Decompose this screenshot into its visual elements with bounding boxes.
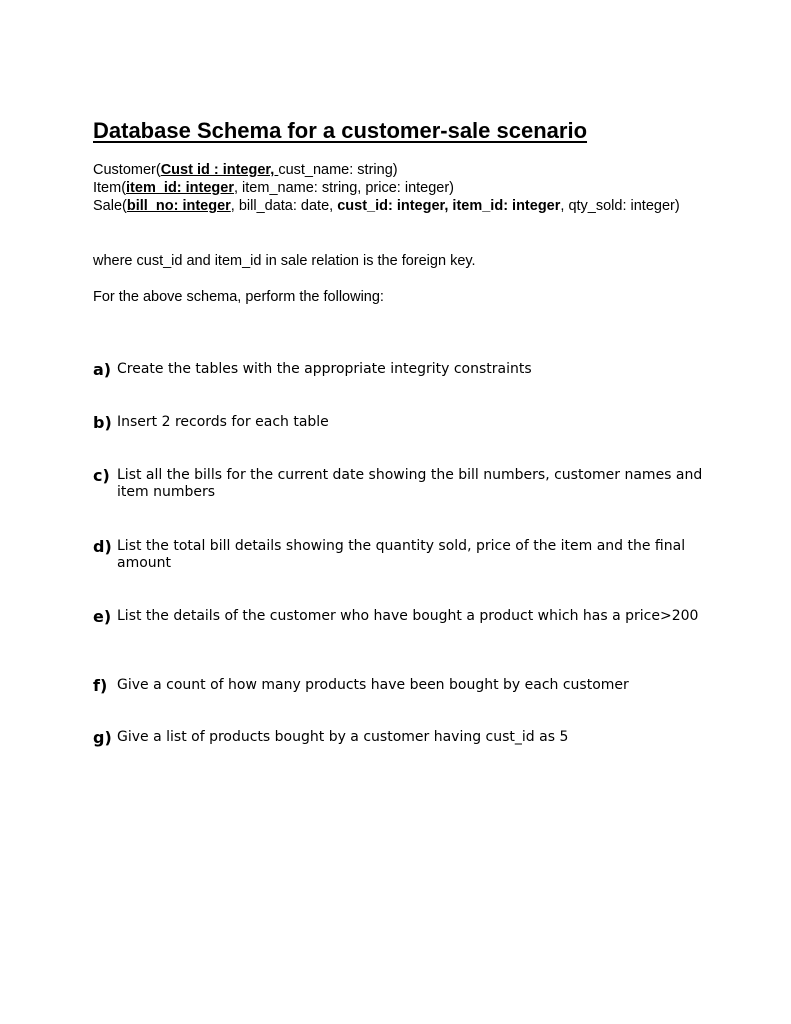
task-text: Create the tables with the appropriate integrity constraints xyxy=(117,361,532,377)
foreign-key-note: where cust_id and item_id in sale relation is the foreign key. xyxy=(93,253,476,269)
task-letter: f) xyxy=(93,676,108,695)
customer-primary-key: Cust id : integer, xyxy=(160,162,279,178)
task-text: Insert 2 records for each table xyxy=(117,414,329,430)
task-item xyxy=(93,467,703,501)
sale-attributes-mid: , bill_data: date, xyxy=(230,198,338,214)
task-text: List the details of the customer who have bought a product which has a price>200 xyxy=(117,608,699,624)
item-prefix: Item( xyxy=(93,180,127,196)
task-letter: e) xyxy=(93,607,112,626)
task-letter: d) xyxy=(93,537,112,556)
customer-attributes: cust_name: string) xyxy=(278,162,398,178)
task-text: Give a list of products bought by a customer having cust_id as 5 xyxy=(117,729,569,745)
task-letter: g) xyxy=(93,728,112,747)
task-text: Give a count of how many products have been bought by each customer xyxy=(117,677,629,693)
task-item xyxy=(93,361,703,378)
customer-prefix: Customer( xyxy=(93,162,161,178)
schema-customer xyxy=(93,161,693,179)
schema-definition xyxy=(93,161,693,215)
sale-prefix: Sale( xyxy=(93,198,127,214)
document-title: Database Schema for a customer-sale scenario xyxy=(93,118,588,143)
sale-attributes-rest: , qty_sold: integer) xyxy=(560,198,680,214)
task-item xyxy=(93,677,703,694)
task-letter: b) xyxy=(93,413,112,432)
item-attributes: , item_name: string, price: integer) xyxy=(234,180,455,196)
schema-sale xyxy=(93,197,693,215)
item-primary-key: item_id: integer xyxy=(126,180,234,196)
task-letter: a) xyxy=(93,360,112,379)
sale-foreign-keys: cust_id: integer, item_id: integer xyxy=(337,198,561,214)
task-item xyxy=(93,729,703,746)
task-text: List all the bills for the current date showing the bill numbers, customer names and item numbers xyxy=(117,467,703,500)
schema-item xyxy=(93,179,693,197)
task-item xyxy=(93,414,703,431)
task-item xyxy=(93,608,703,625)
instruction-text: For the above schema, perform the following: xyxy=(93,289,384,305)
sale-primary-key: bill_no: integer xyxy=(126,198,231,214)
task-text: List the total bill details showing the quantity sold, price of the item and the final amount xyxy=(117,538,686,571)
task-letter: c) xyxy=(93,466,110,485)
task-item xyxy=(93,538,703,572)
